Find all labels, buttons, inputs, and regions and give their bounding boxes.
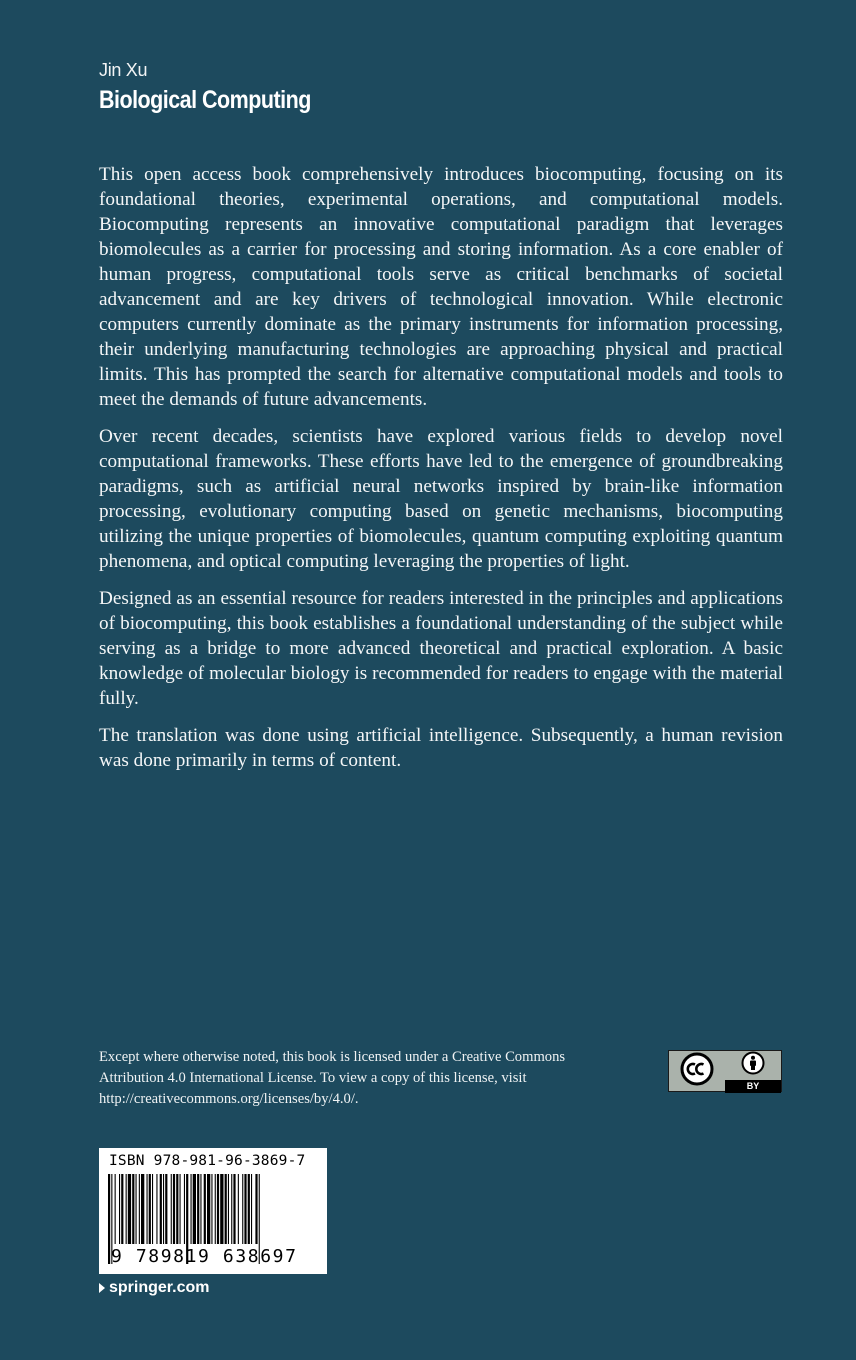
attribution-person-icon	[741, 1051, 765, 1080]
back-cover-blurb	[99, 162, 783, 785]
blurb-paragraph-1: This open access book comprehensively introduces biocomputing, focusing on its foundational theories, experimental operations, and computational models. Biocomputing represents an innovative computational paradigm that leverages biomolecules as a carrier for processing and storing information. As a core enabler of human progress, computational tools serve as critical benchmarks of societal advancement and are key drivers of technological innovation. While electronic computers currently dominate as the primary instruments for information processing, their underlying manufacturing technologies are approaching physical and practical limits. This has prompted the search for alternative computational models and tools to meet the demands of future advancements.	[99, 164, 783, 410]
blurb-paragraph-3: Designed as an essential resource for readers interested in the principles and applications of biocomputing, this book establishes a foundational understanding of the subject while serving as a bridge to more advanced theoretical and practical exploration. A basic knowledge of molecular biology is recommended for readers to engage with the material fully.	[99, 588, 783, 709]
arrow-right-icon	[99, 1283, 105, 1293]
by-label: BY	[725, 1080, 781, 1093]
creative-commons-icon	[680, 1052, 714, 1091]
isbn-label: ISBN 978-981-96-3869-7	[109, 1153, 306, 1169]
publisher-link[interactable]	[99, 1279, 209, 1297]
license-notice: Except where otherwise noted, this book is licensed under a Creative Commons Attribution 4.0 International License. To view a copy of this license, visit http://creativecommons.org/licenses/by/4.0/.	[99, 1049, 566, 1107]
author-name: Jin Xu	[99, 60, 148, 80]
publisher-url: springer.com	[109, 1279, 210, 1296]
isbn-barcode	[99, 1148, 327, 1274]
barcode-digits: 9 789819 638697	[111, 1246, 298, 1267]
blurb-paragraph-4: The translation was done using artificial intelligence. Subsequently, a human revision was done primarily in terms of content.	[99, 725, 783, 771]
cc-by-badge	[668, 1050, 782, 1092]
book-title: Biological Computing	[99, 86, 311, 114]
blurb-paragraph-2: Over recent decades, scientists have explored various fields to develop novel computational frameworks. These efforts have led to the emergence of groundbreaking paradigms, such as artificial neural networks inspired by brain-like information processing, evolutionary computing based on genetic mechanisms, biocomputing utilizing the unique properties of biomolecules, quantum computing exploiting quantum phenomena, and optical computing leveraging the properties of light.	[99, 426, 783, 572]
